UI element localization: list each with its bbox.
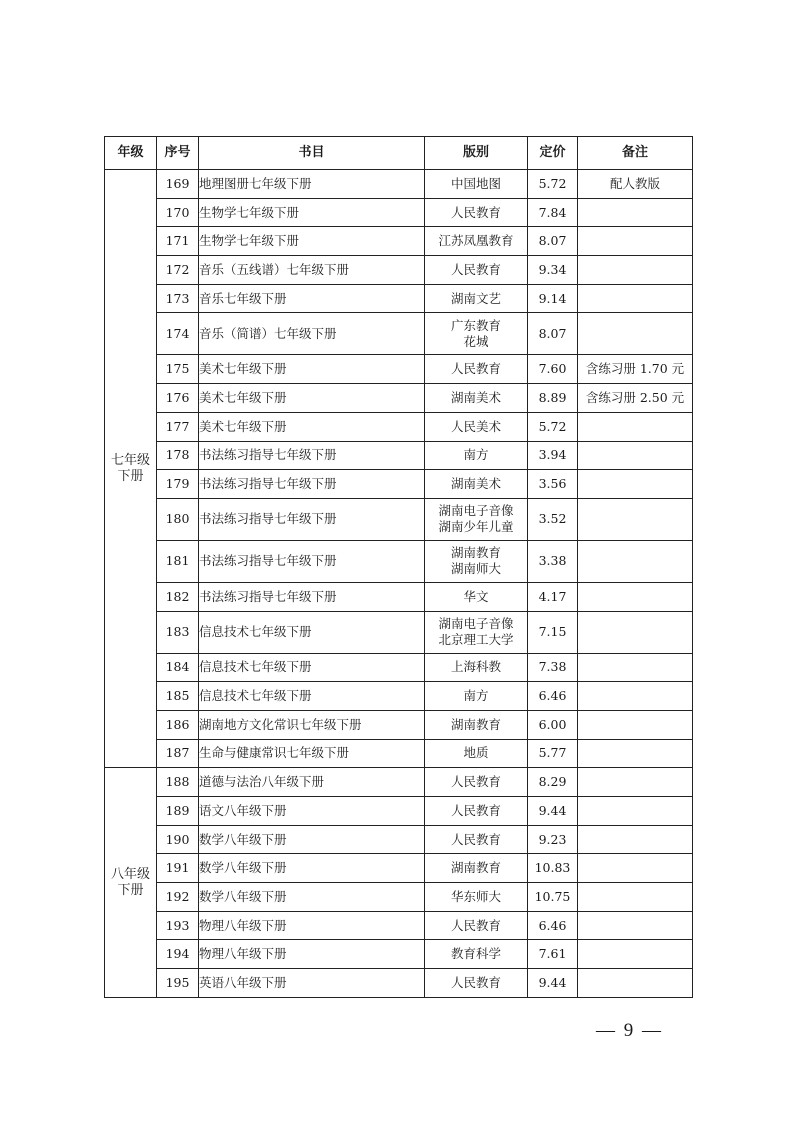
note-cell xyxy=(578,825,693,854)
title-cell: 生命与健康常识七年级下册 xyxy=(199,739,425,768)
publisher-line: 人民美术 xyxy=(450,418,501,434)
publisher-line: 华东师大 xyxy=(450,888,501,904)
table-row xyxy=(105,355,693,384)
note-cell xyxy=(578,256,693,285)
publisher-cell xyxy=(425,940,528,969)
publisher-line: 南方 xyxy=(463,688,489,704)
price-cell: 3.94 xyxy=(528,441,578,470)
title-cell: 书法练习指导七年级下册 xyxy=(199,582,425,611)
price-cell: 8.29 xyxy=(528,768,578,797)
seq-cell: 171 xyxy=(157,227,199,256)
seq-cell: 193 xyxy=(157,911,199,940)
publisher-line: 湖南美术 xyxy=(450,476,501,492)
note-cell xyxy=(578,969,693,998)
table-row xyxy=(105,170,693,199)
title-cell: 书法练习指导七年级下册 xyxy=(199,441,425,470)
header-title: 书目 xyxy=(199,137,425,170)
title-cell: 道德与法治八年级下册 xyxy=(199,768,425,797)
publisher-cell xyxy=(425,470,528,499)
seq-cell: 178 xyxy=(157,441,199,470)
publisher-line: 华文 xyxy=(463,588,489,604)
table-row xyxy=(105,611,693,653)
title-cell: 音乐（简谱）七年级下册 xyxy=(199,313,425,355)
title-cell: 书法练习指导七年级下册 xyxy=(199,540,425,582)
publisher-cell xyxy=(425,227,528,256)
title-cell: 数学八年级下册 xyxy=(199,854,425,883)
table-row xyxy=(105,854,693,883)
publisher-cell xyxy=(425,198,528,227)
note-cell xyxy=(578,227,693,256)
price-cell: 9.34 xyxy=(528,256,578,285)
table-row xyxy=(105,883,693,912)
publisher-cell xyxy=(425,883,528,912)
table-header-row xyxy=(105,137,693,170)
publisher-cell xyxy=(425,653,528,682)
table-row xyxy=(105,284,693,313)
note-cell xyxy=(578,768,693,797)
note-cell xyxy=(578,582,693,611)
publisher-cell xyxy=(425,611,528,653)
title-cell: 信息技术七年级下册 xyxy=(199,682,425,711)
price-cell: 6.00 xyxy=(528,710,578,739)
grade-cell xyxy=(105,170,157,768)
price-cell: 5.72 xyxy=(528,412,578,441)
publisher-line: 湖南文艺 xyxy=(450,290,501,306)
publisher-line: 地质 xyxy=(463,745,489,761)
publisher-cell xyxy=(425,355,528,384)
table-row xyxy=(105,911,693,940)
publisher-line: 湖南美术 xyxy=(450,389,501,405)
table-body xyxy=(105,170,693,998)
publisher-line: 人民教育 xyxy=(450,261,501,277)
table-row xyxy=(105,940,693,969)
price-cell: 6.46 xyxy=(528,682,578,711)
publisher-cell xyxy=(425,582,528,611)
seq-cell: 190 xyxy=(157,825,199,854)
price-cell: 9.44 xyxy=(528,797,578,826)
seq-cell: 172 xyxy=(157,256,199,285)
note-cell: 含练习册 1.70 元 xyxy=(578,355,693,384)
publisher-line: 湖南教育 xyxy=(450,860,501,876)
title-cell: 物理八年级下册 xyxy=(199,911,425,940)
publisher-line: 上海科教 xyxy=(450,659,501,675)
note-cell xyxy=(578,540,693,582)
price-cell: 6.46 xyxy=(528,911,578,940)
note-cell xyxy=(578,441,693,470)
header-note: 备注 xyxy=(578,137,693,170)
table-row xyxy=(105,498,693,540)
seq-cell: 186 xyxy=(157,710,199,739)
seq-cell: 177 xyxy=(157,412,199,441)
note-cell xyxy=(578,470,693,499)
publisher-cell xyxy=(425,540,528,582)
publisher-line: 中国地图 xyxy=(450,175,501,191)
table-row xyxy=(105,653,693,682)
publisher-cell xyxy=(425,739,528,768)
publisher-line: 湖南电子音像 xyxy=(438,616,514,632)
table-row xyxy=(105,412,693,441)
publisher-cell xyxy=(425,797,528,826)
note-cell xyxy=(578,313,693,355)
seq-cell: 189 xyxy=(157,797,199,826)
publisher-line: 人民教育 xyxy=(450,361,501,377)
price-cell: 3.52 xyxy=(528,498,578,540)
seq-cell: 187 xyxy=(157,739,199,768)
publisher-cell xyxy=(425,825,528,854)
publisher-cell xyxy=(425,412,528,441)
price-cell: 8.89 xyxy=(528,384,578,413)
seq-cell: 174 xyxy=(157,313,199,355)
title-cell: 美术七年级下册 xyxy=(199,384,425,413)
note-cell xyxy=(578,797,693,826)
price-cell: 5.77 xyxy=(528,739,578,768)
note-cell xyxy=(578,739,693,768)
table-row xyxy=(105,441,693,470)
title-cell: 数学八年级下册 xyxy=(199,825,425,854)
note-cell xyxy=(578,653,693,682)
title-cell: 英语八年级下册 xyxy=(199,969,425,998)
textbook-price-table xyxy=(104,136,693,998)
publisher-line: 北京理工大学 xyxy=(438,632,514,648)
price-cell: 7.38 xyxy=(528,653,578,682)
note-cell xyxy=(578,854,693,883)
note-cell xyxy=(578,412,693,441)
table-row xyxy=(105,384,693,413)
seq-cell: 194 xyxy=(157,940,199,969)
price-cell: 8.07 xyxy=(528,313,578,355)
publisher-line: 湖南教育 xyxy=(450,716,501,732)
title-cell: 音乐（五线谱）七年级下册 xyxy=(199,256,425,285)
table-row xyxy=(105,969,693,998)
price-cell: 7.15 xyxy=(528,611,578,653)
table-row xyxy=(105,256,693,285)
note-cell xyxy=(578,682,693,711)
publisher-cell xyxy=(425,384,528,413)
publisher-line: 人民教育 xyxy=(450,917,501,933)
seq-cell: 184 xyxy=(157,653,199,682)
seq-cell: 170 xyxy=(157,198,199,227)
publisher-cell xyxy=(425,284,528,313)
publisher-cell xyxy=(425,969,528,998)
publisher-line: 教育科学 xyxy=(450,946,501,962)
title-cell: 物理八年级下册 xyxy=(199,940,425,969)
price-cell: 5.72 xyxy=(528,170,578,199)
title-cell: 美术七年级下册 xyxy=(199,355,425,384)
table-row xyxy=(105,739,693,768)
table-row xyxy=(105,313,693,355)
title-cell: 信息技术七年级下册 xyxy=(199,611,425,653)
price-cell: 9.23 xyxy=(528,825,578,854)
seq-cell: 195 xyxy=(157,969,199,998)
title-cell: 信息技术七年级下册 xyxy=(199,653,425,682)
table-row xyxy=(105,198,693,227)
publisher-line: 广东教育 xyxy=(450,317,501,333)
publisher-cell xyxy=(425,441,528,470)
seq-cell: 192 xyxy=(157,883,199,912)
publisher-line: 人民教育 xyxy=(450,204,501,220)
seq-cell: 188 xyxy=(157,768,199,797)
title-cell: 书法练习指导七年级下册 xyxy=(199,470,425,499)
seq-cell: 180 xyxy=(157,498,199,540)
table-row xyxy=(105,825,693,854)
publisher-line: 人民教育 xyxy=(450,802,501,818)
publisher-cell xyxy=(425,498,528,540)
header-seq: 序号 xyxy=(157,137,199,170)
publisher-cell xyxy=(425,682,528,711)
seq-cell: 169 xyxy=(157,170,199,199)
note-cell xyxy=(578,710,693,739)
publisher-line: 湖南师大 xyxy=(450,561,501,577)
note-cell xyxy=(578,611,693,653)
note-cell xyxy=(578,883,693,912)
seq-cell: 185 xyxy=(157,682,199,711)
price-cell: 9.44 xyxy=(528,969,578,998)
title-cell: 湖南地方文化常识七年级下册 xyxy=(199,710,425,739)
seq-cell: 175 xyxy=(157,355,199,384)
grade-label: 七年级下册 xyxy=(110,452,150,484)
note-cell xyxy=(578,911,693,940)
price-cell: 4.17 xyxy=(528,582,578,611)
price-cell: 8.07 xyxy=(528,227,578,256)
grade-label: 八年级下册 xyxy=(110,866,150,898)
page-number: — 9 — xyxy=(596,1020,663,1041)
grade-cell xyxy=(105,768,157,998)
seq-cell: 173 xyxy=(157,284,199,313)
title-cell: 生物学七年级下册 xyxy=(199,198,425,227)
title-cell: 书法练习指导七年级下册 xyxy=(199,498,425,540)
seq-cell: 191 xyxy=(157,854,199,883)
title-cell: 地理图册七年级下册 xyxy=(199,170,425,199)
publisher-line: 人民教育 xyxy=(450,831,501,847)
seq-cell: 182 xyxy=(157,582,199,611)
price-cell: 7.84 xyxy=(528,198,578,227)
table-row xyxy=(105,682,693,711)
price-cell: 3.38 xyxy=(528,540,578,582)
table-row xyxy=(105,710,693,739)
seq-cell: 176 xyxy=(157,384,199,413)
title-cell: 美术七年级下册 xyxy=(199,412,425,441)
table-row xyxy=(105,540,693,582)
table-row xyxy=(105,768,693,797)
seq-cell: 183 xyxy=(157,611,199,653)
table-row xyxy=(105,470,693,499)
header-publisher: 版别 xyxy=(425,137,528,170)
publisher-line: 江苏凤凰教育 xyxy=(438,233,514,249)
publisher-line: 人民教育 xyxy=(450,974,501,990)
table-row xyxy=(105,797,693,826)
title-cell: 数学八年级下册 xyxy=(199,883,425,912)
seq-cell: 179 xyxy=(157,470,199,499)
price-cell: 9.14 xyxy=(528,284,578,313)
publisher-line: 湖南少年儿童 xyxy=(438,519,514,535)
price-cell: 3.56 xyxy=(528,470,578,499)
title-cell: 生物学七年级下册 xyxy=(199,227,425,256)
price-cell: 7.60 xyxy=(528,355,578,384)
publisher-line: 花城 xyxy=(463,333,489,349)
header-price: 定价 xyxy=(528,137,578,170)
publisher-line: 人民教育 xyxy=(450,774,501,790)
publisher-cell xyxy=(425,256,528,285)
note-cell: 含练习册 2.50 元 xyxy=(578,384,693,413)
note-cell xyxy=(578,198,693,227)
publisher-cell xyxy=(425,911,528,940)
header-grade: 年级 xyxy=(105,137,157,170)
title-cell: 语文八年级下册 xyxy=(199,797,425,826)
publisher-cell xyxy=(425,170,528,199)
publisher-cell xyxy=(425,313,528,355)
price-cell: 10.75 xyxy=(528,883,578,912)
note-cell: 配人教版 xyxy=(578,170,693,199)
publisher-cell xyxy=(425,710,528,739)
title-cell: 音乐七年级下册 xyxy=(199,284,425,313)
publisher-cell xyxy=(425,768,528,797)
note-cell xyxy=(578,284,693,313)
note-cell xyxy=(578,498,693,540)
seq-cell: 181 xyxy=(157,540,199,582)
publisher-line: 湖南教育 xyxy=(450,545,501,561)
publisher-line: 南方 xyxy=(463,447,489,463)
table-row xyxy=(105,227,693,256)
publisher-line: 湖南电子音像 xyxy=(438,503,514,519)
note-cell xyxy=(578,940,693,969)
price-cell: 10.83 xyxy=(528,854,578,883)
table-row xyxy=(105,582,693,611)
price-cell: 7.61 xyxy=(528,940,578,969)
publisher-cell xyxy=(425,854,528,883)
